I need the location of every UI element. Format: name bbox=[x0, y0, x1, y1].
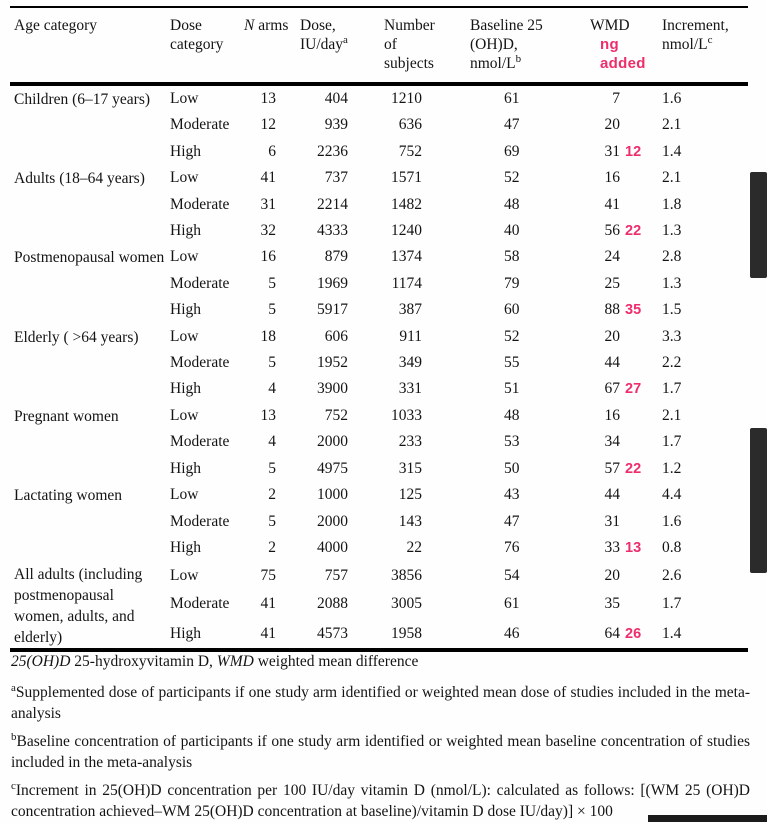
footnote-marker-b: b bbox=[515, 52, 522, 65]
wmd-cell bbox=[550, 350, 650, 376]
increment-cell: 1.2 bbox=[662, 459, 682, 477]
dose-iu-cell: 1952 bbox=[317, 354, 348, 372]
subjects-cell: 1571 bbox=[391, 169, 422, 187]
subjects-cell: 331 bbox=[398, 380, 422, 398]
dose-category-cell: Moderate bbox=[170, 116, 230, 134]
dose-iu-cell: 752 bbox=[324, 406, 348, 424]
header-dose-line1: Dose bbox=[170, 17, 202, 34]
header-subjects-line1: Number of bbox=[384, 17, 435, 53]
wmd-cell bbox=[550, 590, 650, 619]
dose-iu-cell: 404 bbox=[324, 90, 348, 107]
table-row bbox=[10, 561, 748, 590]
dose-iu-cell: 3900 bbox=[317, 380, 348, 398]
subjects-cell: 143 bbox=[398, 512, 422, 530]
dose-iu-cell: 1969 bbox=[317, 274, 348, 292]
n-arms-cell: 41 bbox=[260, 624, 276, 642]
footnote-marker-c: c bbox=[707, 33, 713, 46]
annotation-added-value: 22 bbox=[625, 460, 642, 477]
wmd-cell bbox=[550, 271, 650, 297]
subjects-cell: 911 bbox=[399, 327, 422, 345]
baseline-cell: 79 bbox=[504, 274, 520, 292]
dose-category-cell: High bbox=[170, 142, 201, 160]
dose-category-cell: Moderate bbox=[170, 512, 230, 530]
baseline-cell: 48 bbox=[504, 195, 520, 213]
table-row bbox=[10, 244, 748, 270]
header-dose-line2: category bbox=[170, 36, 224, 53]
scan-artifact-bar bbox=[750, 428, 767, 573]
table-row bbox=[10, 482, 748, 508]
wmd-value: 41 bbox=[604, 195, 620, 213]
wmd-cell bbox=[550, 561, 650, 590]
dose-iu-cell: 5917 bbox=[317, 301, 348, 319]
wmd-value: 16 bbox=[604, 406, 620, 424]
scan-artifact-bar bbox=[648, 815, 767, 822]
abbrev-text1: 25-hydroxyvitamin D, bbox=[70, 653, 217, 670]
dose-iu-cell: 2000 bbox=[317, 433, 348, 451]
dose-iu-cell: 2088 bbox=[317, 595, 348, 613]
increment-cell: 2.1 bbox=[662, 406, 682, 424]
n-arms-cell: 5 bbox=[268, 512, 276, 530]
wmd-value: 7 bbox=[612, 90, 620, 107]
dose-category-cell: Moderate bbox=[170, 274, 230, 292]
increment-cell: 1.6 bbox=[662, 512, 682, 530]
dose-iu-cell: 757 bbox=[324, 566, 348, 584]
header-baseline-line3: nmol/L bbox=[470, 55, 516, 72]
annotation-added-value: 35 bbox=[625, 302, 642, 319]
wmd-value: 67 bbox=[604, 380, 620, 398]
wmd-value: 20 bbox=[604, 327, 620, 345]
baseline-cell: 52 bbox=[504, 169, 520, 187]
n-arms-cell: 18 bbox=[260, 327, 276, 345]
increment-cell: 1.4 bbox=[662, 624, 682, 642]
header-n-italic: N bbox=[244, 17, 255, 34]
increment-cell: 1.7 bbox=[662, 380, 682, 398]
subjects-cell: 387 bbox=[398, 301, 422, 319]
baseline-cell: 60 bbox=[504, 301, 520, 319]
n-arms-cell: 41 bbox=[260, 595, 276, 613]
wmd-cell bbox=[550, 165, 650, 191]
dose-category-cell: Low bbox=[170, 90, 199, 107]
dose-category-cell: Moderate bbox=[170, 433, 230, 451]
baseline-cell: 50 bbox=[504, 459, 520, 477]
age-category-cell: Children (6–17 years) bbox=[14, 91, 151, 108]
increment-cell: 3.3 bbox=[662, 327, 682, 345]
dose-iu-cell: 2000 bbox=[317, 512, 348, 530]
header-baseline-line1: Baseline 25 bbox=[470, 17, 543, 34]
dose-category-cell: Low bbox=[170, 566, 199, 584]
wmd-value: 16 bbox=[604, 169, 620, 187]
wmd-value: 35 bbox=[604, 595, 620, 613]
baseline-cell: 61 bbox=[504, 90, 520, 107]
wmd-value: 44 bbox=[604, 486, 620, 504]
n-arms-cell: 5 bbox=[268, 459, 276, 477]
increment-cell: 1.7 bbox=[662, 433, 682, 451]
subjects-cell: 1033 bbox=[391, 406, 422, 424]
increment-cell: 1.3 bbox=[662, 274, 682, 292]
header-increment-line1: Increment, bbox=[662, 17, 729, 34]
abbrev-wmd: WMD bbox=[216, 653, 254, 670]
header-wmd-label: WMD bbox=[590, 17, 630, 34]
baseline-cell: 51 bbox=[504, 380, 520, 398]
wmd-value: 31 bbox=[604, 512, 620, 530]
dose-category-cell: High bbox=[170, 301, 201, 319]
wmd-cell bbox=[550, 244, 650, 270]
footnote-c bbox=[11, 780, 750, 823]
footnote-a-text: Supplemented dose of participants if one study arm identified or weighted mean dose of studies included in the meta-analysis bbox=[11, 683, 750, 722]
dose-iu-cell: 2214 bbox=[317, 195, 348, 213]
header-row bbox=[10, 7, 748, 84]
age-category-cell: Elderly ( >64 years) bbox=[14, 328, 139, 346]
n-arms-cell: 32 bbox=[260, 222, 276, 240]
n-arms-cell: 13 bbox=[260, 90, 276, 107]
subjects-cell: 233 bbox=[398, 433, 422, 451]
baseline-cell: 47 bbox=[504, 116, 520, 134]
wmd-value: 56 bbox=[604, 222, 620, 240]
wmd-cell bbox=[550, 482, 650, 508]
increment-cell: 1.8 bbox=[662, 195, 682, 213]
footnote-b-marker: b bbox=[11, 730, 17, 743]
baseline-cell: 54 bbox=[504, 566, 520, 584]
header-increment bbox=[650, 7, 748, 84]
age-category-cell: Postmenopausal women bbox=[14, 249, 165, 267]
wmd-cell bbox=[550, 139, 650, 165]
dose-category-cell: Moderate bbox=[170, 595, 230, 613]
subjects-cell: 636 bbox=[398, 116, 422, 134]
n-arms-cell: 41 bbox=[260, 169, 276, 187]
dose-iu-cell: 4000 bbox=[317, 538, 348, 556]
baseline-cell: 43 bbox=[504, 486, 520, 504]
increment-cell: 2.2 bbox=[662, 354, 682, 372]
age-category-cell: Pregnant women bbox=[14, 407, 119, 425]
increment-cell: 1.4 bbox=[662, 142, 682, 160]
annotation-added-value: 12 bbox=[625, 143, 642, 160]
dose-category-cell: High bbox=[170, 538, 201, 556]
subjects-cell: 752 bbox=[398, 142, 422, 160]
abbreviation-note bbox=[11, 651, 750, 673]
header-baseline-line2: (OH)D, bbox=[470, 36, 518, 53]
header-dose-iu bbox=[290, 7, 352, 84]
increment-cell: 2.1 bbox=[662, 116, 682, 134]
n-arms-cell: 4 bbox=[268, 433, 276, 451]
footnote-b bbox=[11, 731, 750, 774]
baseline-cell: 48 bbox=[504, 406, 520, 424]
wmd-cell bbox=[550, 509, 650, 535]
baseline-cell: 69 bbox=[504, 142, 520, 160]
subjects-cell: 3005 bbox=[391, 595, 422, 613]
increment-cell: 1.5 bbox=[662, 301, 682, 319]
dose-iu-cell: 737 bbox=[324, 169, 348, 187]
age-category-cell: Adults (18–64 years) bbox=[14, 170, 145, 188]
increment-cell: 1.6 bbox=[662, 90, 682, 107]
header-doseiu-line2: IU/day bbox=[300, 36, 344, 53]
header-baseline bbox=[440, 7, 550, 84]
table-row bbox=[10, 84, 748, 112]
subjects-cell: 1958 bbox=[391, 624, 422, 642]
increment-cell: 2.6 bbox=[662, 566, 682, 584]
dose-category-cell: Low bbox=[170, 248, 199, 266]
wmd-value: 64 bbox=[604, 624, 620, 642]
dose-category-cell: Low bbox=[170, 327, 199, 345]
header-increment-line2: nmol/L bbox=[662, 36, 708, 53]
table-header bbox=[10, 7, 748, 84]
header-subjects-line2: subjects bbox=[384, 55, 434, 72]
baseline-cell: 53 bbox=[504, 433, 520, 451]
dose-category-cell: Moderate bbox=[170, 354, 230, 372]
baseline-cell: 58 bbox=[504, 248, 520, 266]
footnotes bbox=[11, 651, 750, 829]
header-age-category: Age category bbox=[10, 7, 166, 84]
dose-category-cell: Moderate bbox=[170, 195, 230, 213]
header-dose-category bbox=[166, 7, 240, 84]
header-n-rest: arms bbox=[254, 17, 289, 34]
subjects-cell: 1240 bbox=[391, 222, 422, 240]
wmd-cell bbox=[550, 619, 650, 650]
wmd-cell bbox=[550, 84, 650, 112]
dose-iu-cell: 939 bbox=[324, 116, 348, 134]
footnote-c-marker: c bbox=[11, 779, 16, 792]
increment-cell: 4.4 bbox=[662, 486, 682, 504]
dose-category-cell: High bbox=[170, 459, 201, 477]
dose-iu-cell: 606 bbox=[324, 327, 348, 345]
wmd-value: 25 bbox=[604, 274, 620, 292]
dose-category-cell: Low bbox=[170, 406, 199, 424]
wmd-value: 20 bbox=[604, 566, 620, 584]
n-arms-cell: 5 bbox=[268, 301, 276, 319]
dose-iu-cell: 2236 bbox=[317, 142, 348, 160]
dose-category-cell: High bbox=[170, 222, 201, 240]
wmd-value: 88 bbox=[604, 301, 620, 319]
subjects-cell: 315 bbox=[398, 459, 422, 477]
dose-category-cell: Low bbox=[170, 486, 199, 504]
annotation-added-value: 22 bbox=[625, 223, 642, 240]
scan-artifact-bar bbox=[750, 172, 767, 278]
header-n-arms bbox=[240, 7, 290, 84]
baseline-cell: 61 bbox=[504, 595, 520, 613]
header-doseiu-line1: Dose, bbox=[300, 17, 336, 34]
baseline-cell: 47 bbox=[504, 512, 520, 530]
wmd-value: 57 bbox=[604, 459, 620, 477]
age-category-cell: Lactating women bbox=[14, 487, 123, 505]
dose-iu-cell: 4975 bbox=[317, 459, 348, 477]
annotation-added: added bbox=[600, 55, 646, 72]
dose-iu-cell: 4333 bbox=[317, 222, 348, 240]
wmd-value: 44 bbox=[604, 354, 620, 372]
wmd-value: 33 bbox=[604, 538, 620, 556]
header-subjects bbox=[352, 7, 440, 84]
wmd-value: 31 bbox=[604, 142, 620, 160]
baseline-cell: 76 bbox=[504, 538, 520, 556]
n-arms-cell: 4 bbox=[268, 380, 276, 398]
table-row bbox=[10, 324, 748, 350]
wmd-cell bbox=[550, 297, 650, 323]
dose-category-cell: Low bbox=[170, 169, 199, 187]
wmd-cell bbox=[550, 535, 650, 561]
age-category-cell: All adults (including postmenopausal women, adults, and elderly) bbox=[14, 566, 143, 647]
wmd-value: 20 bbox=[604, 116, 620, 134]
table-body bbox=[10, 84, 748, 650]
subjects-cell: 22 bbox=[406, 538, 422, 556]
n-arms-cell: 13 bbox=[260, 406, 276, 424]
annotation-added-value: 27 bbox=[625, 381, 642, 398]
footnote-a bbox=[11, 682, 750, 725]
baseline-cell: 40 bbox=[504, 222, 520, 240]
subjects-cell: 1174 bbox=[391, 274, 422, 292]
n-arms-cell: 16 bbox=[260, 248, 276, 266]
footnote-b-text: Baseline concentration of participants if one study arm identified or weighted mean baseline concentration of studies included in the meta-analysis bbox=[11, 732, 750, 771]
baseline-cell: 52 bbox=[504, 327, 520, 345]
footnote-c-text: Increment in 25(OH)D concentration per 100 IU/day vitamin D (nmol/L): calculated as follows: [(WM 25 (OH)D concentration achieved–WM 25(OH)D concentration at baseline)/vitamin D dose IU/day)] × 100 bbox=[11, 781, 750, 820]
subjects-cell: 1482 bbox=[391, 195, 422, 213]
increment-cell: 0.8 bbox=[662, 538, 682, 556]
wmd-cell bbox=[550, 429, 650, 455]
abbrev-25ohd: 25(OH)D bbox=[11, 653, 71, 670]
dose-response-table bbox=[10, 6, 748, 652]
annotation-added-value: 13 bbox=[625, 539, 642, 556]
table-row bbox=[10, 403, 748, 429]
abbrev-text2: weighted mean difference bbox=[253, 653, 419, 670]
footnote-marker-a: a bbox=[343, 33, 348, 46]
dose-iu-cell: 1000 bbox=[317, 486, 348, 504]
wmd-cell bbox=[550, 192, 650, 218]
dose-category-cell: High bbox=[170, 380, 201, 398]
subjects-cell: 1210 bbox=[391, 90, 422, 107]
annotation-added-value: 26 bbox=[625, 625, 642, 642]
n-arms-cell: 6 bbox=[268, 142, 276, 160]
wmd-cell bbox=[550, 403, 650, 429]
n-arms-cell: 2 bbox=[268, 538, 276, 556]
wmd-cell bbox=[550, 112, 650, 138]
subjects-cell: 349 bbox=[398, 354, 422, 372]
baseline-cell: 55 bbox=[504, 354, 520, 372]
n-arms-cell: 31 bbox=[260, 195, 276, 213]
subjects-cell: 125 bbox=[398, 486, 422, 504]
annotation-ng-added bbox=[600, 35, 650, 73]
increment-cell: 2.1 bbox=[662, 169, 682, 187]
n-arms-cell: 2 bbox=[268, 486, 276, 504]
dose-iu-cell: 4573 bbox=[317, 624, 348, 642]
header-wmd bbox=[550, 7, 650, 84]
dose-category-cell: High bbox=[170, 624, 201, 642]
n-arms-cell: 75 bbox=[260, 566, 276, 584]
increment-cell: 2.8 bbox=[662, 248, 682, 266]
increment-cell: 1.3 bbox=[662, 222, 682, 240]
subjects-cell: 1374 bbox=[391, 248, 422, 266]
footnote-a-marker: a bbox=[11, 681, 16, 694]
dose-iu-cell: 879 bbox=[324, 248, 348, 266]
baseline-cell: 46 bbox=[504, 624, 520, 642]
table-row bbox=[10, 165, 748, 191]
increment-cell: 1.7 bbox=[662, 595, 682, 613]
wmd-cell bbox=[550, 324, 650, 350]
wmd-value: 34 bbox=[604, 433, 620, 451]
wmd-cell bbox=[550, 218, 650, 244]
n-arms-cell: 5 bbox=[268, 274, 276, 292]
annotation-ng: ng bbox=[600, 36, 619, 53]
wmd-cell bbox=[550, 376, 650, 402]
wmd-value: 24 bbox=[604, 248, 620, 266]
n-arms-cell: 5 bbox=[268, 354, 276, 372]
n-arms-cell: 12 bbox=[260, 116, 276, 134]
subjects-cell: 3856 bbox=[391, 566, 422, 584]
wmd-cell bbox=[550, 456, 650, 482]
